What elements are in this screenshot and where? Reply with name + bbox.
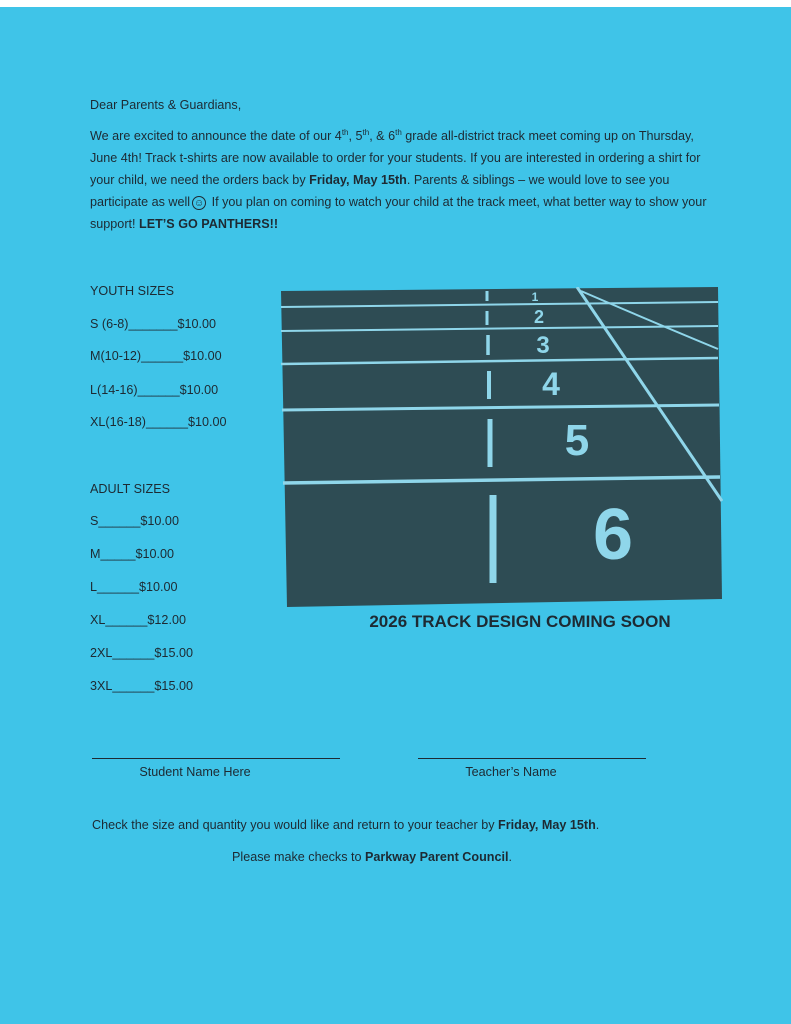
footer-text: Please make checks to (232, 850, 365, 864)
adult-size-row: 3XL______$15.00 (90, 679, 193, 693)
lane-number: 3 (536, 332, 550, 359)
track-surface (281, 287, 722, 607)
adult-size-row: M_____$10.00 (90, 547, 175, 561)
footer-text: . (595, 818, 600, 832)
para-text: , 5 (348, 129, 363, 143)
smiley-icon: ☺ (194, 197, 205, 209)
greeting: Dear Parents & Guardians, (90, 98, 242, 112)
footer-text: Check the size and quantity you would like and return to your teacher by (92, 818, 499, 832)
para-text: , & 6 (369, 129, 396, 143)
deadline-date: Friday, May 15th (309, 173, 407, 187)
para-text: If you plan on coming to watch your child at the track meet, what better way to show your support! (90, 195, 707, 231)
adult-size-row: 2XL______$15.00 (90, 646, 193, 660)
student-name-line[interactable] (92, 758, 340, 759)
adult-size-row: L______$10.00 (90, 580, 178, 594)
track-design-caption: 2026 TRACK DESIGN COMING SOON (369, 612, 671, 631)
para-text: grade all-district track meet coming up on Thursday, June 4th! Track t-shirts are now available to order for your students. If you are interested in ordering a shirt for your child, we need the orders back by (90, 129, 701, 187)
lane-number: 2 (533, 307, 545, 327)
adult-sizes-heading: ADULT SIZES (90, 482, 171, 496)
lane-number: 1 (531, 290, 539, 304)
superscript: th (362, 127, 370, 137)
lane-number: 6 (592, 495, 634, 575)
adult-size-row: S______$10.00 (90, 514, 179, 528)
youth-size-row: M(10-12)______$10.00 (90, 349, 222, 363)
para-text: . Parents & siblings – we would love to see you participate as well (90, 173, 670, 209)
superscript: th (395, 127, 402, 137)
return-instructions (92, 818, 782, 832)
payee-name: Parkway Parent Council (365, 850, 509, 864)
footer-text: . (508, 850, 512, 864)
youth-size-row: S (6-8)_______$10.00 (90, 317, 217, 331)
footer-deadline: Friday, May 15th (498, 818, 596, 832)
lane-number: 5 (564, 416, 590, 465)
teacher-name-label: Teacher’s Name (465, 765, 557, 779)
student-name-label: Student Name Here (139, 765, 251, 779)
youth-sizes-heading: YOUTH SIZES (90, 284, 174, 298)
track-lanes-image (281, 287, 723, 607)
letter-body (90, 94, 710, 235)
lane-number: 4 (542, 366, 560, 402)
teacher-name-line[interactable] (418, 758, 646, 759)
cheer-text: LET’S GO PANTHERS!! (139, 217, 279, 231)
youth-size-row: XL(16-18)______$10.00 (90, 415, 227, 429)
para-text: We are excited to announce the date of our 4 (90, 129, 342, 143)
youth-size-row: L(14-16)______$10.00 (90, 383, 219, 397)
adult-size-row: XL______$12.00 (90, 613, 186, 627)
check-payable-note (232, 850, 732, 864)
superscript: th (341, 127, 349, 137)
announcement-paragraph (90, 125, 710, 235)
